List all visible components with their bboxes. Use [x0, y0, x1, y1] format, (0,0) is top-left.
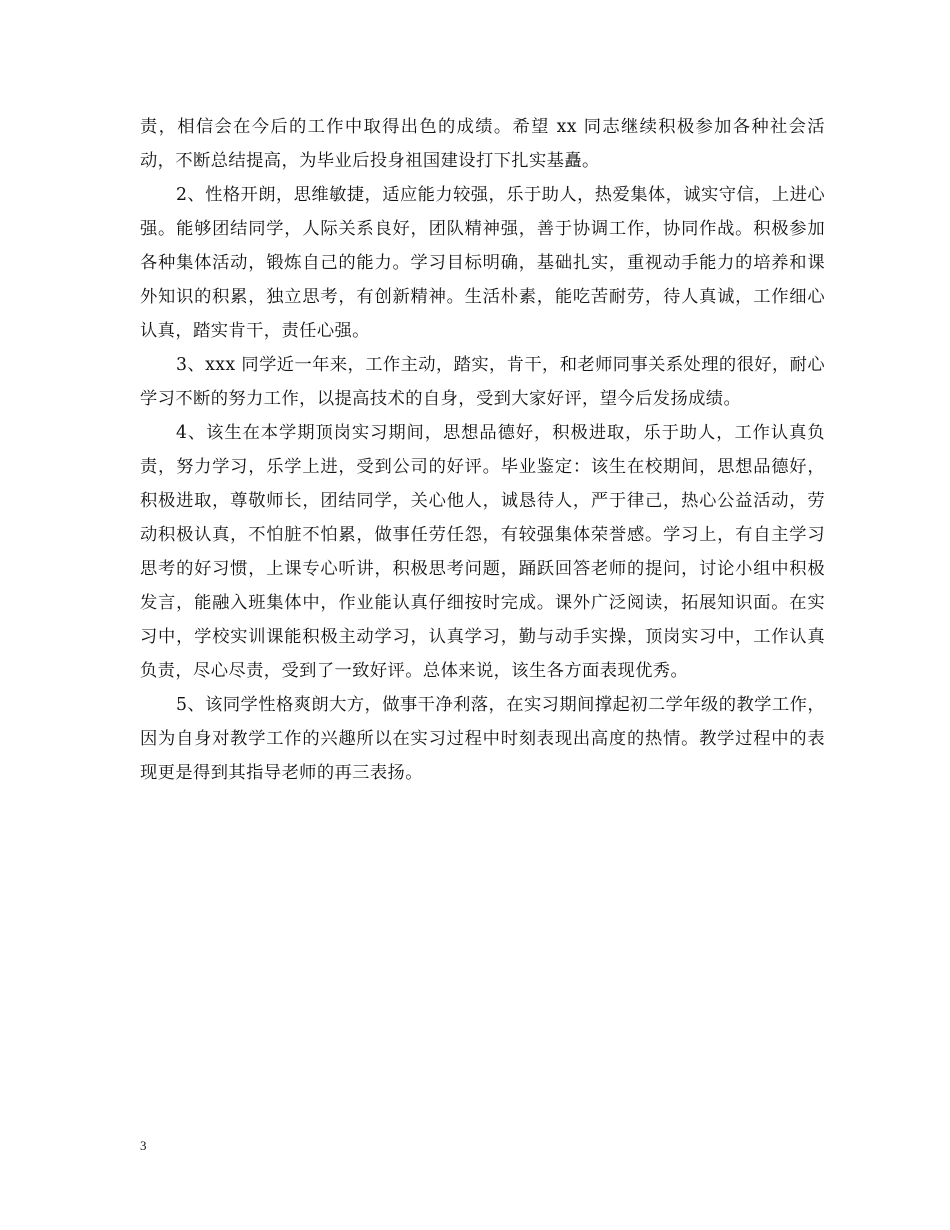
paragraph-item-3: 3、xxx 同学近一年来，工作主动，踏实，肯干，和老师同事关系处理的很好，耐心学习不断的努力工作，以提高技术的自身，受到大家好评，望今后发扬成绩。 — [140, 355, 825, 409]
paragraph-item-4: 4、该生在本学期顶岗实习期间，思想品德好，积极进取，乐于助人，工作认真负责，努力学习，乐学上进，受到公司的好评。毕业鉴定：该生在校期间，思想品德好，积极进取，尊敬师长，团结同学，关心他人，诚恳待人，严于律己，热心公益活动，劳动积极认真，不怕脏不怕累，做事任劳任怨，有较强集体荣誉感。学习上，有自主学习思考的好习惯，上课专心听讲，积极思考问题，踊跃回答老师的提问，讨论小组中积极发言，能融入班集体中，作业能认真仔细按时完成。课外广泛阅读，拓展知识面。在实习中，学校实训课能积极主动学习，认真学习，勤与动手实操，顶岗实习中，工作认真负责，尽心尽责，受到了一致好评。总体来说，该生各方面表现优秀。 — [140, 423, 825, 681]
paragraph-item-5: 5、该同学性格爽朗大方，做事干净利落，在实习期间撑起初二学年级的教学工作，因为自身对教学工作的兴趣所以在实习过程中时刻表现出高度的热情。教学过程中的表现更是得到其指导老师的再三表扬。 — [140, 695, 825, 783]
document-body — [140, 110, 825, 790]
paragraph-item-2: 2、性格开朗，思维敏捷，适应能力较强，乐于助人，热爱集体，诚实守信，上进心强。能够团结同学，人际关系良好，团队精神强，善于协调工作，协同作战。积极参加各种集体活动，锻炼自己的能力。学习目标明确，基础扎实，重视动手能力的培养和课外知识的积累，独立思考，有创新精神。生活朴素，能吃苦耐劳，待人真诚，工作细心认真，踏实肯干，责任心强。 — [140, 185, 825, 341]
page-number: 3 — [140, 1138, 147, 1153]
paragraph-continuation: 责，相信会在今后的工作中取得出色的成绩。希望 xx 同志继续积极参加各种社会活动，不断总结提高，为毕业后投身祖国建设打下扎实基矗。 — [140, 117, 825, 171]
